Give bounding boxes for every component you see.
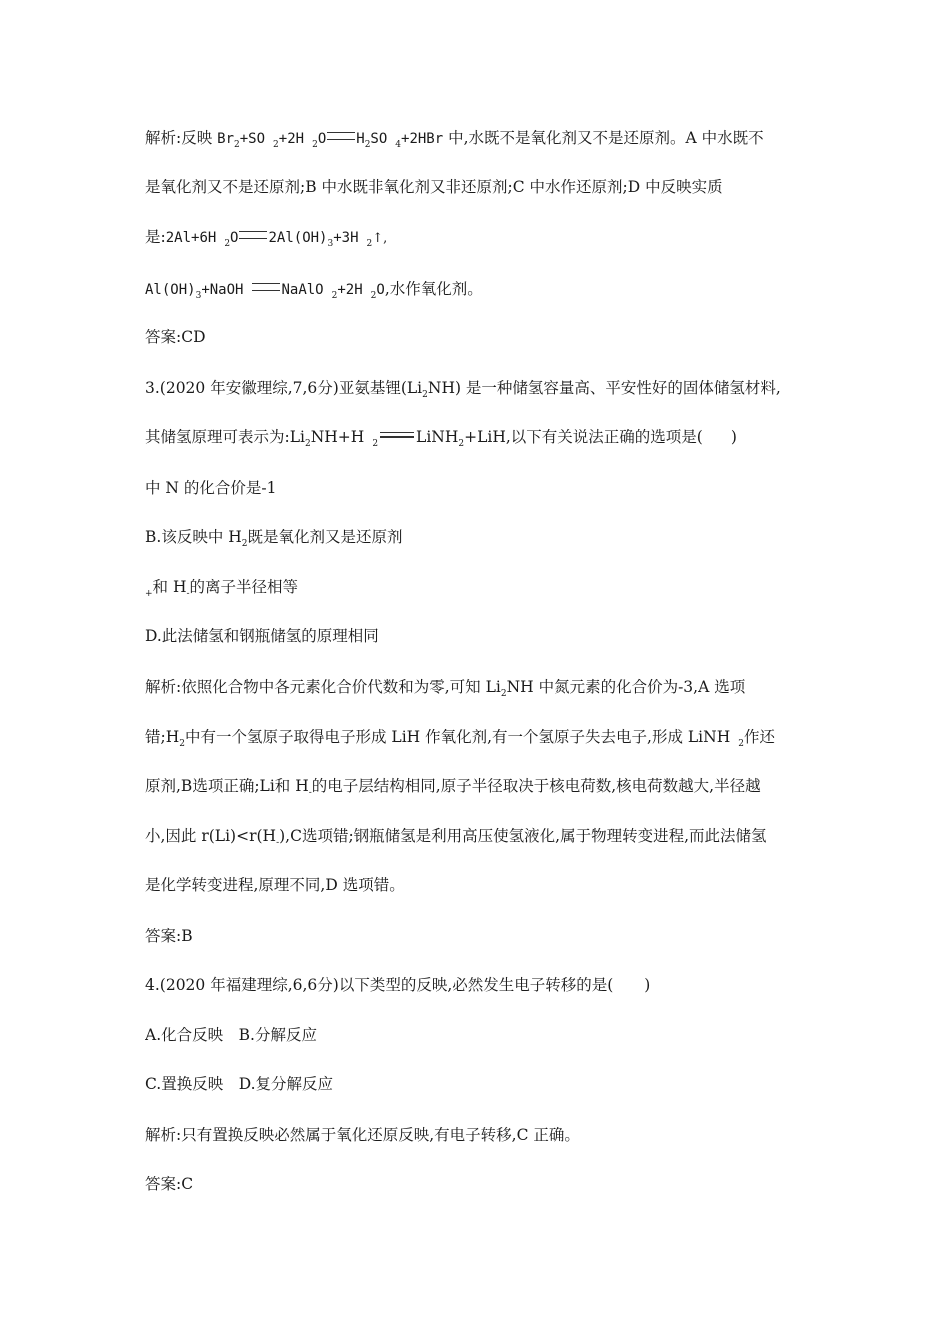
equals-sign [252,283,280,291]
reversible-arrow [380,432,414,438]
formula: O [230,230,239,246]
formula: O [317,131,327,147]
subscript: 2 [312,140,318,150]
text: 错;H [145,728,180,746]
formula: +3H [333,230,359,246]
text: 是: [145,228,166,246]
q3-analysis-line-5: 是化学转变进程,原理不同,D 选项错。 [145,876,405,894]
q2-analysis-line-4 [145,275,815,303]
text: NH 中氮元素的化合价为-3,A 选项 [506,678,746,696]
q3-option-a: 中 N 的化合价是-1 [145,479,277,497]
text: 小,因此 r(Li)<r(H [145,827,277,845]
formula: +SO [239,131,266,147]
subscript: 2 [331,291,338,301]
q3-analysis-line-2 [145,723,815,751]
text: ),C选项错;钢瓶储氢是利用高压使氢液化,属于物理转变进程,而此法储氢 [279,827,767,845]
formula: SO [370,131,388,147]
text: 原剂,B选项正确;Li和 H [145,777,309,795]
formula: +2H [337,282,363,298]
text: 其储氢原理可表示为:Li [145,428,305,446]
q3-analysis-line-3 [145,772,815,800]
formula: NH+H [310,428,365,446]
subscript: 2 [458,439,465,449]
q4-options-ab: A.化合反映 B.分解反应 [145,1026,317,1044]
text: 解析:反映 [145,129,218,147]
q3-stem-line-1 [145,374,815,402]
text: 中,水既不是氧化剂又不是还原剂。A 中水既不 [443,129,764,147]
q2-answer: 答案:CD [145,328,206,346]
text: +LiH,以下有关说法正确的选项是( [464,428,703,446]
subscript: 3 [327,239,334,249]
subscript: 2 [366,239,373,249]
subscript: 3 [195,291,202,301]
text: 3.(2020 年安徽理综,7,6分)亚氨基锂(Li [145,379,423,397]
subscript: 2 [364,140,371,150]
q2-analysis-line-2: 是氧化剂又不是还原剂;B 中水既非氧化剂又非还原剂;C 中水作还原剂;D 中反映实质 [145,178,723,196]
subscript: 2 [179,739,185,749]
text: 既是氧化剂又是还原剂 [247,528,403,546]
equals-sign [327,132,355,140]
q3-analysis-line-4 [145,822,815,850]
subscript: 2 [422,390,428,400]
subscript: 2 [372,439,379,449]
q4-answer: 答案:C [145,1175,194,1193]
text: 中有一个氢原子取得电子形成 LiH 作氧化剂,有一个氢原子失去电子,形成 LiNH [184,728,731,746]
subscript: 4 [395,140,402,150]
subscript: 2 [370,291,377,301]
subscript: 2 [304,439,311,449]
q4-stem: 4.(2020 年福建理综,6,6分)以下类型的反映,必然发生电子转移的是( ) [145,976,651,994]
formula: +2HBr [401,131,444,147]
q3-option-c [145,573,815,601]
q2-analysis-line-3 [145,223,815,251]
text: ) [730,428,737,446]
subscript: 2 [241,539,248,549]
formula: LiNH [416,428,459,446]
text: 解析:依照化合物中各元素化合价代数和为零,可知 Li [145,678,501,696]
text: 作还 [743,728,775,746]
q3-answer: 答案:B [145,927,193,945]
formula: Al(OH) [145,282,196,298]
formula: O [376,282,385,298]
superscript: - [308,788,312,798]
formula: Br [217,131,235,147]
text: ,水作氧化剂。 [384,280,483,298]
formula: 2Al+6H [165,230,217,246]
superscript: - [186,589,190,599]
text: 和 H [152,578,187,596]
formula: 2Al(OH) [268,230,328,246]
subscript: 2 [224,239,231,249]
subscript: 2 [738,739,744,749]
text: B.该反映中 H [145,528,242,546]
q4-options-cd: C.置换反映 D.复分解反应 [145,1075,334,1093]
subscript: 2 [500,689,507,699]
superscript: - [276,838,280,848]
q4-analysis: 解析:只有置换反映必然属于氧化还原反映,有电子转移,C 正确。 [145,1126,580,1144]
gas-arrow: ↑, [372,231,388,246]
q2-analysis-line-1 [145,124,815,152]
text: 的离子半径相等 [189,578,299,596]
formula: +2H [278,131,305,147]
subscript: 2 [273,140,279,150]
q3-analysis-line-1 [145,673,815,701]
text: NH) 是一种储氢容量高、平安性好的固体储氢材料, [427,379,781,397]
q3-option-d: D.此法储氢和钢瓶储氢的原理相同 [145,627,379,645]
q3-stem-line-2 [145,423,815,451]
superscript: + [145,589,153,599]
formula: H [356,131,365,147]
equals-sign [239,231,267,239]
formula: +NaOH [201,282,244,298]
q3-option-b [145,523,815,551]
text: 的电子层结构相同,原子半径取决于核电荷数,核电荷数越大,半径越 [311,777,761,795]
formula: NaAlO [281,282,324,298]
subscript: 2 [234,140,240,150]
